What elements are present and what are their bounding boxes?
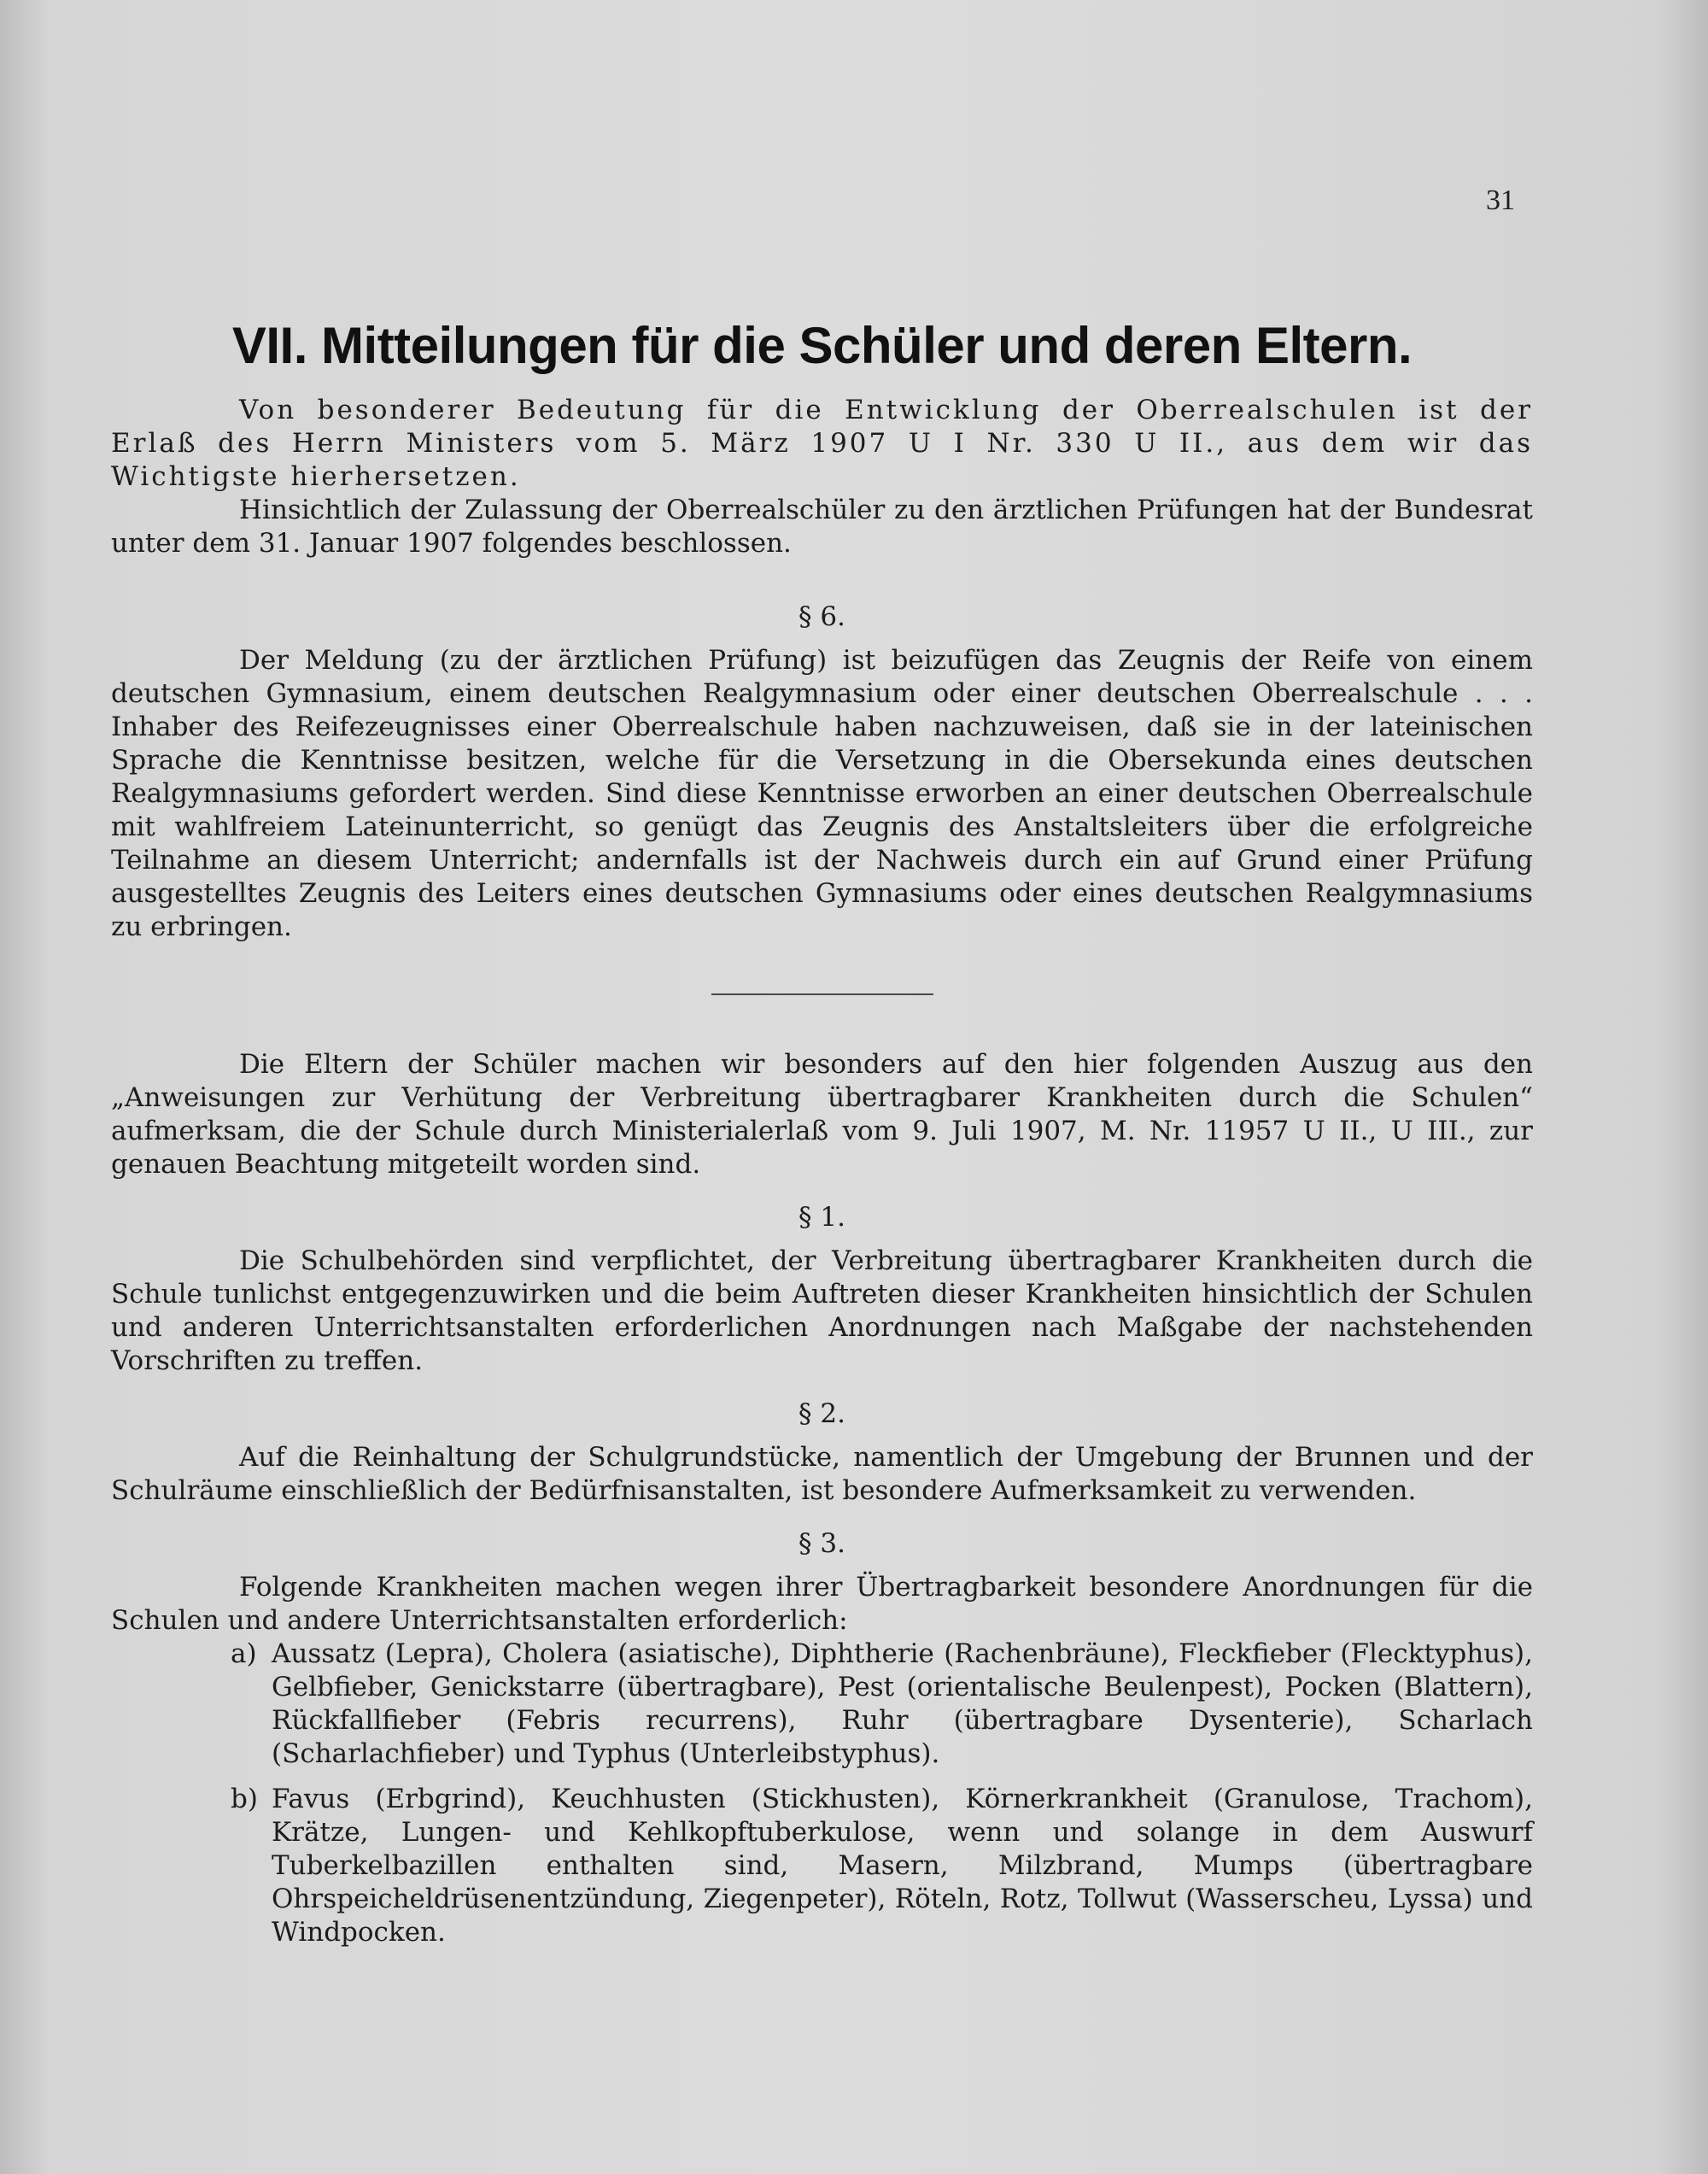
page-number: 31 (1486, 185, 1515, 216)
section-2-heading: § 2. (798, 1398, 845, 1429)
intro-paragraph-bundesrat: Hinsichtlich der Zulassung der Oberrealschüler zu den ärztlichen Prüfungen hat der Bundesrat unter dem 31. Januar 1907 folgendes beschlossen. (111, 495, 1533, 559)
page-content (111, 316, 1533, 1949)
list-item-text: Aussatz (Lepra), Cholera (asiatische), Diphtherie (Rachenbräune), Fleckfieber (Flecktyphus), Gelbfieber, Genickstarre (übertragbare), Pest (orientalische Beulenpest), Pocken (Blattern), Rückfallfieber (Febris recurrens), Ruhr (übertragbare Dysenterie), Scharlach (Scharlachfieber) und Typhus (Unterleibstyphus). (272, 1638, 1533, 1769)
section-6-heading: § 6. (798, 601, 845, 632)
section-3-text: Folgende Krankheiten machen wegen ihrer Übertragbarkeit besondere Anordnungen für die Schulen und andere Unterrichtsanstalten erforderlich: (111, 1572, 1533, 1636)
disease-list-item-a (111, 1638, 1533, 1771)
section-1-heading: § 1. (798, 1202, 845, 1233)
list-item-label: a) (231, 1638, 257, 1669)
section-3-heading: § 3. (798, 1528, 845, 1559)
section-1-text: Die Schulbehörden sind verpflichtet, der Verbreitung übertragbarer Krankheiten durch die Schule tunlichst entgegenzuwirken und die beim Auftreten dieser Krankheiten hinsichtlich der Schulen und anderen Unterrichtsanstalten erforderlichen Anordnungen nach Maßgabe der nachstehenden Vorschriften zu treffen. (111, 1245, 1533, 1376)
section-divider (711, 993, 933, 995)
list-spacer (111, 1771, 1533, 1783)
list-item-text: Favus (Erbgrind), Keuchhusten (Stickhusten), Körnerkrankheit (Granulose, Trachom), Krätze, Lungen- und Kehlkopftuberkulose, wenn und solange in dem Auswurf Tuberkelbazillen enthalten sind, Masern, Milzbrand, Mumps (übertragbare Ohrspeicheldrüsenentzündung, Ziegenpeter), Röteln, Rotz, Tollwut (Wasserscheu, Lyssa) und Windpocken. (272, 1784, 1533, 1948)
parents-notice-paragraph: Die Eltern der Schüler machen wir besonders auf den hier folgenden Auszug aus den „Anweisungen zur Verhütung der Verbreitung übertragbarer Krankheiten durch die Schulen“ aufmerksam, die der Schule durch Ministerialerlaß vom 9. Juli 1907, M. Nr. 11957 U II., U III., zur genauen Beachtung mitgeteilt worden sind. (111, 1049, 1533, 1180)
section-2-text: Auf die Reinhaltung der Schulgrundstücke, namentlich der Umgebung der Brunnen und der Schulräume einschließlich der Bedürfnisanstalten, ist besondere Aufmerksamkeit zu verwenden. (111, 1442, 1533, 1506)
list-item-label: b) (231, 1784, 258, 1814)
section-6-text: Der Meldung (zu der ärztlichen Prüfung) ist beizufügen das Zeugnis der Reife von einem deutschen Gymnasium, einem deutschen Realgymnasium oder einer deutschen Oberrealschule . . . Inhaber des Reifezeugnisses einer Oberrealschule haben nachzuweisen, daß sie in der lateinischen Sprache die Kenntnisse besitzen, welche für die Versetzung in die Obersekunda eines deutschen Realgymnasiums gefordert werden. Sind diese Kenntnisse erworben an einer deutschen Oberrealschule mit wahlfreiem Lateinunterricht, so genügt das Zeugnis des Anstaltsleiters über die erfolgreiche Teilnahme an diesem Unterricht; andernfalls ist der Nachweis durch ein auf Grund einer Prüfung ausgestelltes Zeugnis des Leiters eines deutschen Gymnasiums oder eines deutschen Realgymnasiums zu erbringen. (111, 645, 1533, 942)
intro-paragraph-erlass: Von besonderer Bedeutung für die Entwicklung der Oberrealschulen ist der Erlaß des Herrn Ministers vom 5. März 1907 U I Nr. 330 U II., aus dem wir das Wichtigste hierhersetzen. (111, 395, 1533, 492)
disease-list-item-b (111, 1783, 1533, 1949)
page-title: VII. Mitteilungen für die Schüler und deren Eltern. (231, 317, 1413, 374)
